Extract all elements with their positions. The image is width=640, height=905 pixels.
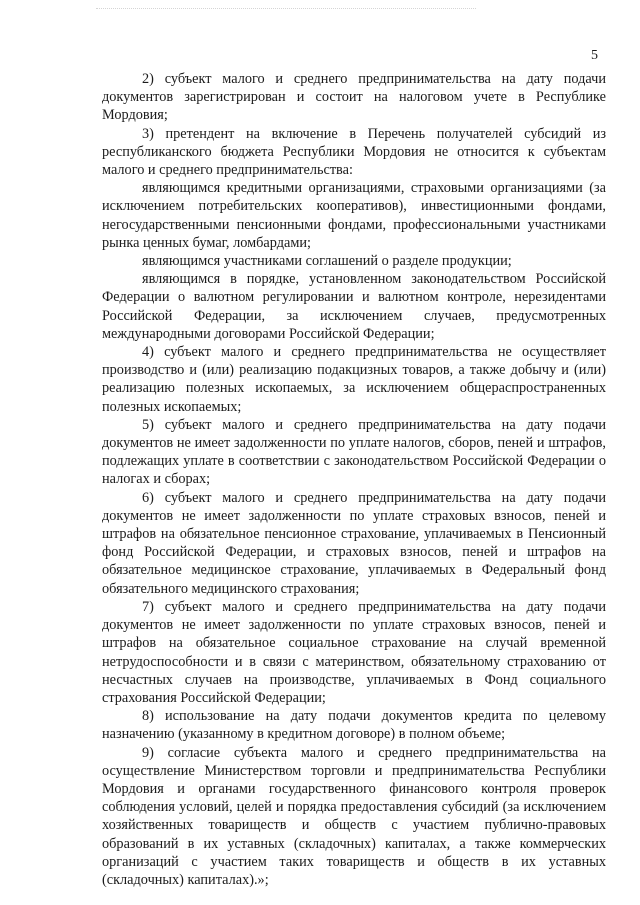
paragraph-item-4: 4) субъект малого и среднего предпринимательства не осуществляет производство и (или) реализацию подакцизных товаров, а также добычу и (или) реализацию полезных ископаемых, за исключением общераспространенных полезных ископаемых; [102, 344, 606, 415]
paragraph-item-6: 6) субъект малого и среднего предпринимательства на дату подачи документов не имеет задолженности по уплате страховых взносов, пеней и штрафов на обязательное пенсионное страхование, уплачиваемых в Пенсионный фонд Российской Федерации, и страховых взносов, пеней и штрафов на обязательное медицинское страхование, уплачиваемых в Федеральный фонд обязательного медицинского страхования; [102, 489, 606, 597]
paragraph-item-8: 8) использование на дату подачи документов кредита по целевому назначению (указанному в кредитном договоре) в полном объеме; [102, 708, 606, 743]
paragraph-item-5: 5) субъект малого и среднего предпринимательства на дату подачи документов не имеет задолженности по уплате налогов, сборов, пеней и штрафов, подлежащих уплате в соответствии с законодательством Российской Федерации о налогах и сборах; [102, 416, 606, 488]
paragraph-psa-participants: являющимся участниками соглашений о разделе продукции; [142, 253, 512, 270]
page-number: 5 [591, 48, 598, 63]
document-body [102, 70, 606, 889]
paragraph-item-3: 3) претендент на включение в Перечень получателей субсидий из республиканского бюджета Республики Мордовия не относится к субъектам малого и среднего предпринимательства: [102, 125, 606, 179]
paragraph-non-residents: являющимся в порядке, установленном законодательством Российской Федерации о валютном регулировании и валютном контроле, нерезидентами Российской Федерации, за исключением случаев, предусмотренных международными договорами Российской Федерации; [102, 271, 606, 342]
paragraph-item-2: 2) субъект малого и среднего предпринимательства на дату подачи документов зарегистрирован и состоит на налоговом учете в Республике Мордовия; [102, 71, 606, 124]
paragraph-item-9: 9) согласие субъекта малого и среднего предпринимательства на осуществление Министерством торговли и предпринимательства Республики Мордовия и органами государственного финансового контроля проверок соблюдения условий, целей и порядка предоставления субсидий (за исключением хозяйственных товариществ и обществ с участием публично-правовых образований в их уставных (складочных) капиталах, а также коммерческих организаций с участием таких товариществ и обществ в их уставных (складочных) капиталах).»; [102, 744, 606, 888]
paragraph-credit-orgs: являющимся кредитными организациями, страховыми организациями (за исключением потребительских кооперативов), инвестиционными фондами, негосударственными пенсионными фондами, профессиональными участниками рынка ценных бумаг, ломбардами; [102, 180, 606, 251]
scan-artifact [96, 8, 476, 15]
paragraph-item-7: 7) субъект малого и среднего предпринимательства на дату подачи документов не имеет задолженности по уплате страховых взносов, пеней и штрафов на обязательное социальное страхование на случай временной нетрудоспособности и в связи с материнством, обязательному страхованию от несчастных случаев на производстве, уплачиваемых в Фонд социального страхования Российской Федерации; [102, 598, 606, 706]
